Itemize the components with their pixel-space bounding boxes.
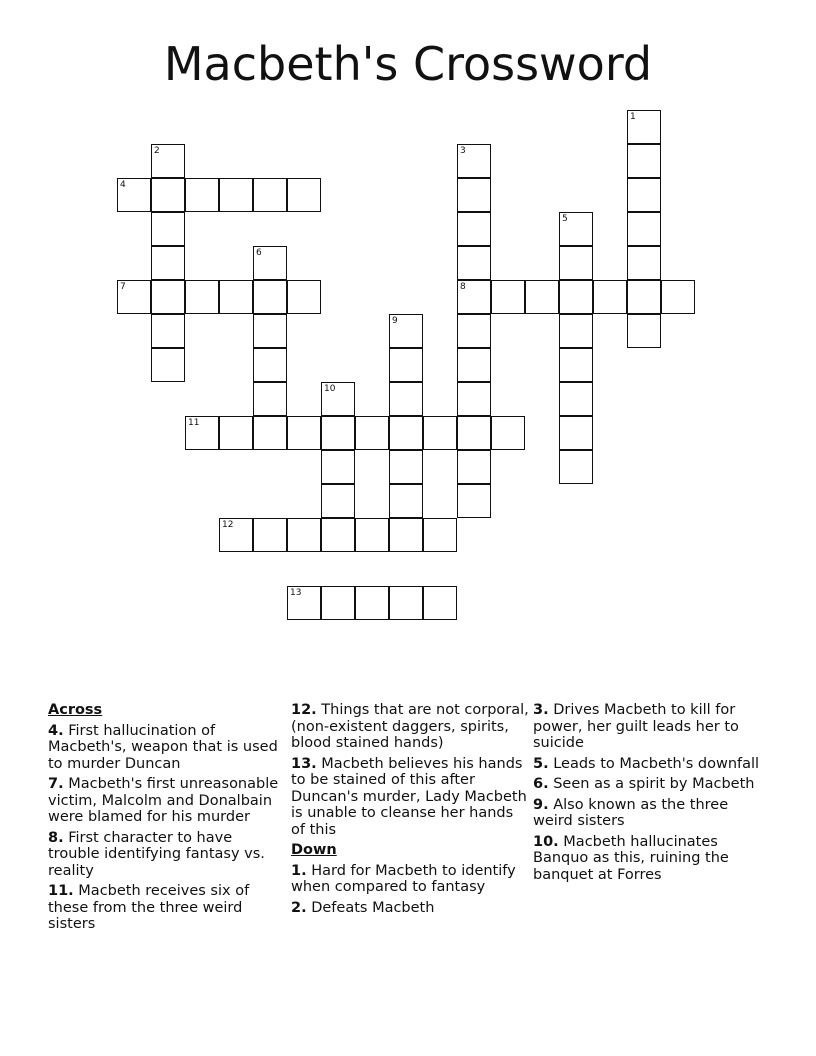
grid-cell[interactable] [389, 416, 423, 450]
grid-cell[interactable] [559, 450, 593, 484]
grid-cell[interactable] [559, 212, 593, 246]
clue-number: 13 [290, 588, 302, 598]
grid-cell[interactable] [151, 348, 185, 382]
grid-cell[interactable] [525, 280, 559, 314]
grid-cell[interactable] [627, 144, 661, 178]
clue-number: 4 [120, 180, 126, 190]
clue-number: 1 [630, 112, 636, 122]
grid-cell[interactable] [389, 484, 423, 518]
grid-cell[interactable] [389, 518, 423, 552]
clue-down-2: 2. Defeats Macbeth [291, 899, 435, 916]
grid-cell[interactable] [423, 416, 457, 450]
grid-cell[interactable] [151, 178, 185, 212]
grid-cell[interactable] [355, 416, 389, 450]
grid-cell[interactable] [389, 586, 423, 620]
grid-cell[interactable] [389, 382, 423, 416]
grid-cell[interactable] [219, 178, 253, 212]
grid-cell[interactable] [389, 450, 423, 484]
grid-cell[interactable] [457, 212, 491, 246]
grid-cell[interactable] [253, 314, 287, 348]
grid-cell[interactable] [559, 416, 593, 450]
clue-down-1: 1. Hard for Macbeth to identify when compared to fantasy [291, 862, 516, 895]
clue-down-10: 10. Macbeth hallucinates Banquo as this, ruining the banquet at Forres [533, 833, 729, 883]
grid-cell[interactable] [627, 280, 661, 314]
clue-number: 9 [392, 316, 398, 326]
clue-down-6: 6. Seen as a spirit by Macbeth [533, 776, 755, 792]
grid-cell[interactable] [151, 212, 185, 246]
grid-cell[interactable] [457, 280, 491, 314]
clue-across-13: 13. Macbeth believes his hands to be stained of this after Duncan's murder, Lady Macbeth is unable to cleanse her hands of this [291, 755, 527, 838]
grid-cell[interactable] [287, 280, 321, 314]
grid-cell[interactable] [151, 246, 185, 280]
grid-cell[interactable] [627, 314, 661, 348]
grid-cell[interactable] [389, 348, 423, 382]
grid-cell[interactable] [457, 348, 491, 382]
grid-cell[interactable] [457, 416, 491, 450]
clue-number: 11 [188, 418, 200, 428]
grid-cell[interactable] [559, 382, 593, 416]
grid-cell[interactable] [321, 484, 355, 518]
grid-cell[interactable] [457, 246, 491, 280]
grid-cell[interactable] [559, 246, 593, 280]
clues-column-1 [48, 702, 286, 937]
grid-cell[interactable] [219, 416, 253, 450]
grid-cell[interactable] [117, 280, 151, 314]
clue-number: 7 [120, 282, 126, 292]
grid-cell[interactable] [253, 280, 287, 314]
clue-number: 5 [562, 214, 568, 224]
clue-down-9: 9. Also known as the three weird sisters [533, 796, 729, 829]
grid-cell[interactable] [321, 518, 355, 552]
grid-cell[interactable] [185, 178, 219, 212]
grid-cell[interactable] [627, 212, 661, 246]
grid-cell[interactable] [185, 280, 219, 314]
grid-cell[interactable] [627, 110, 661, 144]
grid-cell[interactable] [355, 518, 389, 552]
grid-cell[interactable] [151, 314, 185, 348]
grid-cell[interactable] [559, 280, 593, 314]
grid-cell[interactable] [491, 280, 525, 314]
grid-cell[interactable] [219, 518, 253, 552]
grid-cell[interactable] [117, 178, 151, 212]
grid-cell[interactable] [457, 144, 491, 178]
grid-cell[interactable] [457, 484, 491, 518]
clue-across-11: 11. Macbeth receives six of these from the three weird sisters [48, 883, 250, 932]
grid-cell[interactable] [219, 280, 253, 314]
clues-column-2 [291, 702, 529, 920]
clue-across-4: 4. First hallucination of Macbeth's, weapon that is used to murder Duncan [48, 722, 278, 772]
clue-across-7: 7. Macbeth's first unreasonable victim, Malcolm and Donalbain were blamed for his murder [48, 776, 279, 825]
grid-cell[interactable] [253, 382, 287, 416]
grid-cell[interactable] [559, 348, 593, 382]
grid-cell[interactable] [321, 382, 355, 416]
grid-cell[interactable] [423, 518, 457, 552]
clues-column-3 [533, 702, 771, 887]
grid-cell[interactable] [321, 416, 355, 450]
grid-cell[interactable] [457, 314, 491, 348]
grid-cell[interactable] [593, 280, 627, 314]
grid-cell[interactable] [287, 586, 321, 620]
clue-across-12: 12. Things that are not corporal, (non-existent daggers, spirits, blood stained hands) [291, 702, 529, 751]
across-heading: Across [48, 702, 103, 718]
grid-cell[interactable] [253, 518, 287, 552]
grid-cell[interactable] [287, 518, 321, 552]
grid-cell[interactable] [151, 144, 185, 178]
down-heading: Down [291, 842, 337, 858]
grid-cell[interactable] [253, 178, 287, 212]
grid-cell[interactable] [389, 314, 423, 348]
grid-cell[interactable] [253, 246, 287, 280]
grid-cell[interactable] [253, 348, 287, 382]
clue-across-8: 8. First character to have trouble identifying fantasy vs. reality [48, 829, 265, 879]
grid-cell[interactable] [457, 450, 491, 484]
clue-down-3: 3. Drives Macbeth to kill for power, her guilt leads her to suicide [533, 702, 739, 751]
grid-cell[interactable] [321, 586, 355, 620]
grid-cell[interactable] [491, 416, 525, 450]
grid-cell[interactable] [457, 178, 491, 212]
clue-number: 10 [324, 384, 336, 394]
grid-cell[interactable] [559, 314, 593, 348]
clue-down-5: 5. Leads to Macbeth's downfall [533, 755, 760, 772]
clue-number: 6 [256, 248, 262, 258]
grid-cell[interactable] [627, 178, 661, 212]
grid-cell[interactable] [355, 586, 389, 620]
clue-number: 8 [460, 282, 466, 292]
grid-cell[interactable] [287, 178, 321, 212]
grid-cell[interactable] [287, 416, 321, 450]
clue-number: 12 [222, 520, 234, 530]
clue-number: 3 [460, 146, 466, 156]
grid-cell[interactable] [423, 586, 457, 620]
page-title: Macbeth's Crossword [163, 37, 653, 91]
grid-cell[interactable] [627, 246, 661, 280]
grid-cell[interactable] [457, 382, 491, 416]
grid-cell[interactable] [185, 416, 219, 450]
grid-cell[interactable] [151, 280, 185, 314]
clue-number: 2 [154, 146, 160, 156]
grid-cell[interactable] [661, 280, 695, 314]
grid-cell[interactable] [321, 450, 355, 484]
grid-cell[interactable] [253, 416, 287, 450]
